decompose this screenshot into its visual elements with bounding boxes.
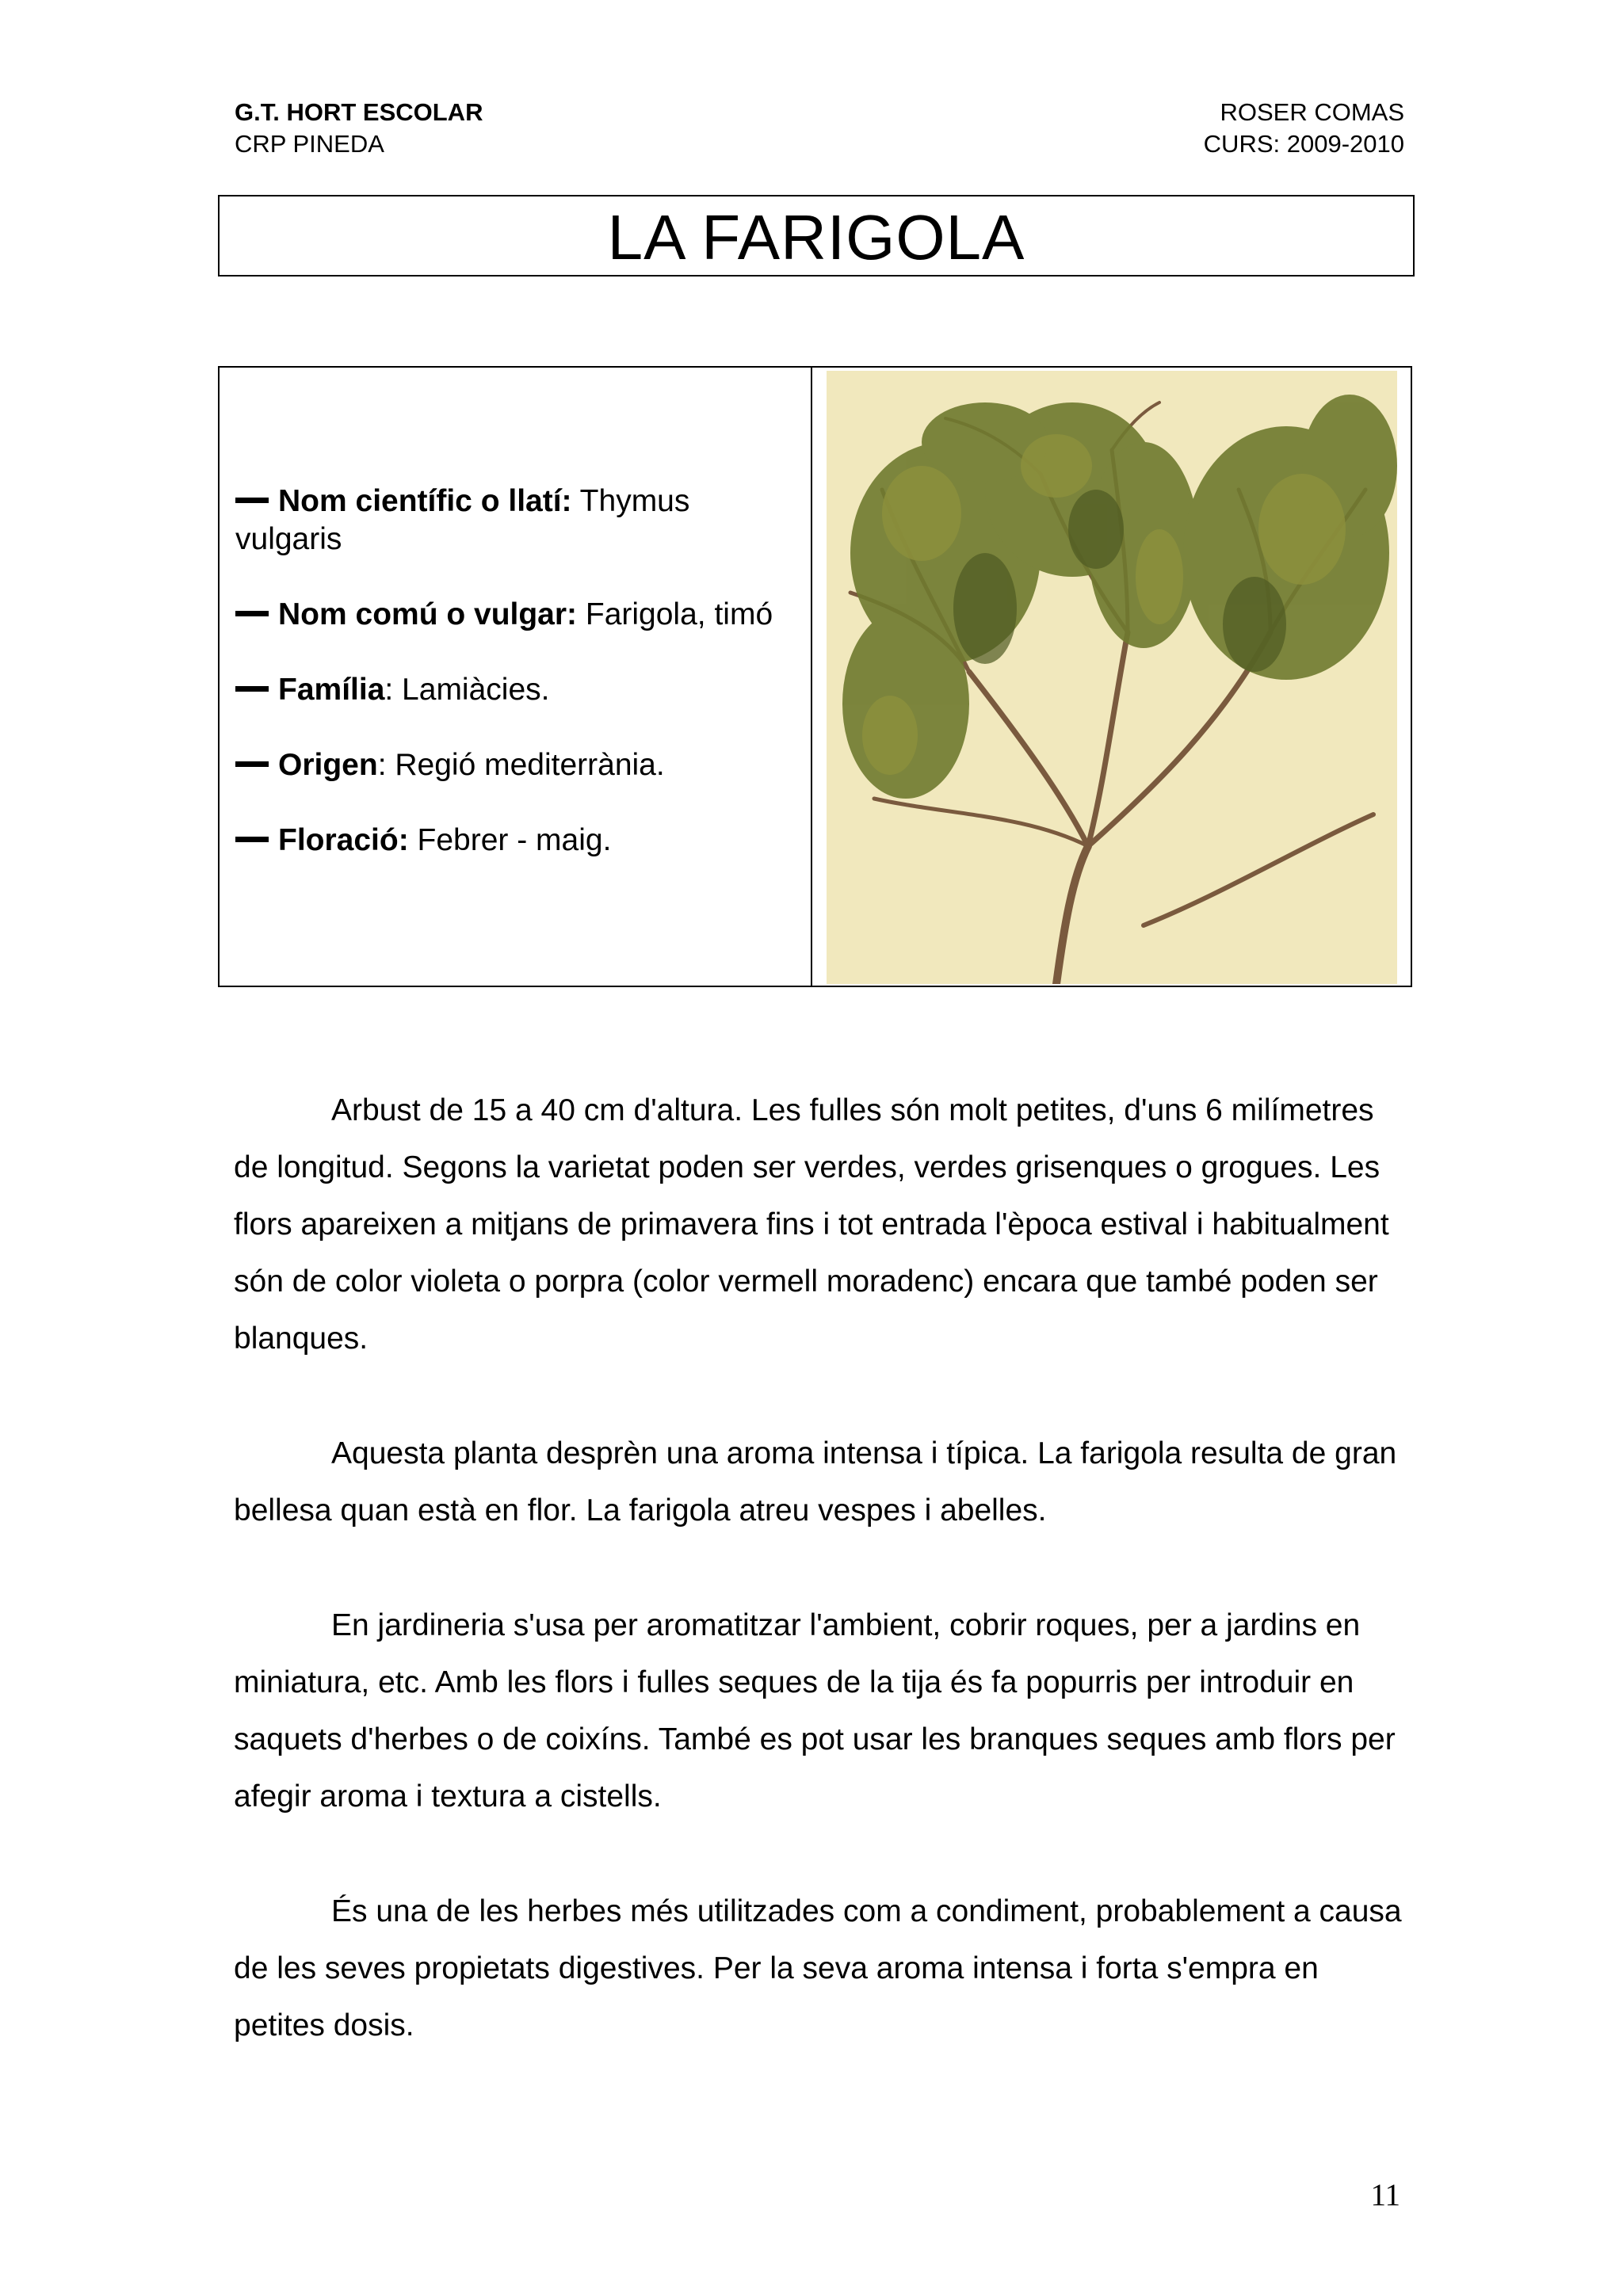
fact-label: Nom comú o vulgar:: [278, 597, 578, 631]
header-left: [235, 97, 483, 160]
paragraph-2: Aquesta planta desprèn una aroma intensa i típica. La farigola resulta de gran bellesa quan està en flor. La farigola atreu vespes i abelles.: [234, 1436, 1397, 1527]
fact-label: Floració:: [278, 823, 409, 857]
fact-value: : Lamiàcies.: [384, 673, 550, 707]
fact-common-name: [235, 596, 795, 634]
bullet-dash: [235, 611, 269, 616]
paragraph-1: Arbust de 15 a 40 cm d'altura. Les fulles són molt petites, d'uns 6 milímetres de longitud. Segons la varietat poden ser verdes, verdes grisenques o grogues. Les flors apareixen a mitjans de primavera fins i tot entrada l'època estival i habitualment són de color violeta o porpra (color vermell moradenc) encara que també poden ser blanques.: [234, 1093, 1389, 1356]
author-name: ROSER COMAS: [1220, 98, 1404, 126]
fact-label: Nom científic o llatí:: [278, 484, 572, 518]
header-right: [1204, 97, 1404, 160]
plant-facts: [220, 368, 812, 986]
fact-label: Origen: [278, 748, 378, 782]
thyme-plant-photo: [827, 371, 1397, 984]
fact-value: Febrer - maig.: [408, 823, 612, 857]
fact-scientific-name: [235, 482, 795, 559]
fact-label: Família: [278, 673, 385, 707]
fact-value: Farigola, timó: [577, 597, 773, 631]
center-name: CRP PINEDA: [235, 130, 384, 158]
page-number: 11: [1370, 2178, 1400, 2212]
bullet-dash: [235, 761, 269, 767]
paragraph-3: En jardineria s'usa per aromatitzar l'ambient, cobrir roques, per a jardins en miniatura, etc. Amb les flors i fulles seques de la tija és fa popurris per introduir en saquets d'herbes o de coixíns. També es pot usar les branques seques amb flors per afegir aroma i textura a cistells.: [234, 1608, 1396, 1814]
fact-value: : Regió mediterrània.: [377, 748, 665, 782]
page-title: LA FARIGOLA: [607, 201, 1025, 273]
fact-origin: [235, 746, 795, 784]
info-table: [218, 366, 1412, 987]
fact-flowering: [235, 822, 795, 860]
bullet-dash: [235, 686, 269, 692]
bullet-dash: [235, 837, 269, 842]
photo-cell: [812, 368, 1411, 986]
fact-family: [235, 671, 795, 709]
bullet-dash: [235, 498, 269, 503]
course-year: CURS: 2009-2010: [1203, 130, 1404, 158]
title-box: [218, 195, 1415, 277]
fact-value: Thymus vulgaris: [235, 484, 690, 556]
paragraph-4: És una de les herbes més utilitzades com a condiment, probablement a causa de les seves propietats digestives. Per la seva aroma intensa i forta s'empra en petites dosis.: [234, 1894, 1402, 2042]
description-text: [234, 1082, 1407, 2112]
school-name: G.T. HORT ESCOLAR: [235, 98, 483, 126]
